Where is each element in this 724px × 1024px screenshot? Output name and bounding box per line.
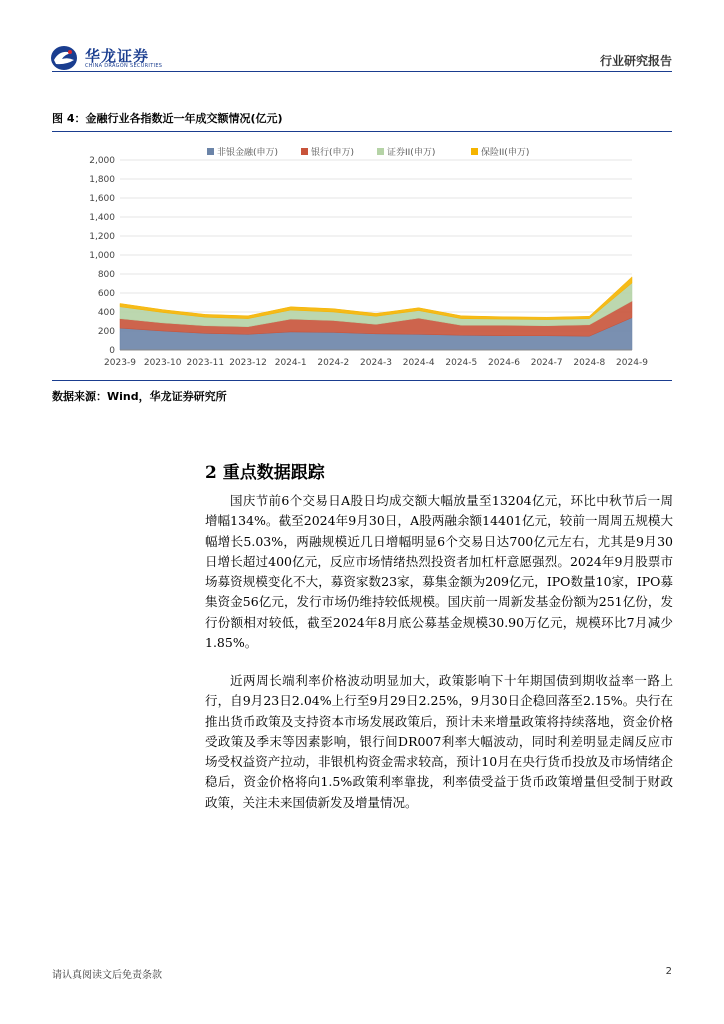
x-tick-label: 2023-12 xyxy=(229,358,267,368)
y-tick-label: 1,400 xyxy=(89,213,115,223)
legend-swatch xyxy=(377,148,384,155)
y-tick-label: 1,200 xyxy=(89,232,115,242)
footer-disclaimer: 请认真阅读文后免责条款 xyxy=(52,970,162,981)
paragraph-rates: 近两周长端利率价格波动明显加大，政策影响下十年期国债到期收益率一路上行，自9月23日2.04%上行至9月29日2.25%，9月30日企稳回落至2.15%。央行在推出货币政策及支持资本市场发展政策后，预计未来增量政策将持续落地，资金价格受政策及季末等因素影响，银行间DR007利率大幅波动，同时利差明显走阔反应市场受权益资产拉动，非银机构资金需求较高，预计10月在央行货币投放及市场情绪企稳后，资金价格将向1.5%政策利率靠拢，利率债受益于货币政策增量但受制于财政政策，关注未来国债新发及增量情况。 xyxy=(205,673,673,810)
figure-source: 数据来源：Wind，华龙证券研究所 xyxy=(52,390,227,403)
header-divider xyxy=(52,71,672,72)
x-tick-label: 2023-9 xyxy=(104,358,136,368)
figure-top-rule xyxy=(52,131,672,132)
y-tick-label: 1,600 xyxy=(89,194,115,204)
legend-label: 非银金融(申万) xyxy=(217,148,279,158)
y-tick-label: 800 xyxy=(97,270,115,280)
x-tick-label: 2024-9 xyxy=(616,358,648,368)
y-tick-label: 1,800 xyxy=(89,175,115,185)
legend-label: 银行(申万) xyxy=(311,148,355,158)
y-tick-label: 400 xyxy=(97,308,115,318)
brand-name: 华龙证券 xyxy=(85,47,150,65)
x-tick-label: 2024-4 xyxy=(402,358,435,368)
paragraph-market-activity: 国庆节前6个交易日A股日均成交额大幅放量至13204亿元，环比中秋节后一周增幅134%。截至2024年9月30日，A股两融余额14401亿元，较前一周周五规模大幅增长5.03%，两融规模近几日增幅明显6个交易日达700亿元左右，尤其是9月30日增长超过400亿元，反应市场情绪热烈投资者加杠杆意愿强烈。2024年9月股票市场募资规模变化不大，募资家数23家，募集金额为209亿元，IPO数量10家，IPO募集资金56亿元，发行市场仍维持较低规模。国庆前一周新发基金份额为251亿份，发行份额相对较低，截至2024年8月底公募基金规模30.90万亿元，规模环比7月减少1.85%。 xyxy=(205,493,673,651)
legend-label: 保险II(申万) xyxy=(481,148,530,158)
x-tick-label: 2024-3 xyxy=(360,358,392,368)
y-tick-label: 2,000 xyxy=(89,156,115,166)
section-title: 2 重点数据跟踪 xyxy=(205,463,325,483)
legend-swatch xyxy=(207,148,214,155)
legend-swatch xyxy=(301,148,308,155)
brand-subtitle: CHINA DRAGON SECURITIES xyxy=(85,63,163,69)
x-tick-label: 2024-5 xyxy=(445,358,478,368)
turnover-area-chart xyxy=(52,140,672,375)
x-tick-label: 2024-6 xyxy=(488,358,520,368)
x-tick-label: 2024-1 xyxy=(274,358,307,368)
legend-swatch xyxy=(471,148,478,155)
x-tick-label: 2023-10 xyxy=(143,358,182,368)
figure-bottom-rule xyxy=(52,380,672,381)
series-area xyxy=(120,283,632,327)
legend-label: 证券II(申万) xyxy=(387,148,436,158)
report-type: 行业研究报告 xyxy=(599,54,672,68)
series-area xyxy=(120,277,632,320)
x-tick-label: 2024-7 xyxy=(530,358,563,368)
dragon-logo-icon xyxy=(50,45,78,71)
x-tick-label: 2024-2 xyxy=(317,358,350,368)
x-tick-label: 2024-8 xyxy=(573,358,606,368)
page-number: 2 xyxy=(665,966,672,977)
y-tick-label: 1,000 xyxy=(89,251,115,261)
y-tick-label: 200 xyxy=(97,327,115,337)
y-tick-label: 0 xyxy=(109,346,115,356)
page-header xyxy=(0,0,724,72)
y-tick-label: 600 xyxy=(97,289,115,299)
figure-title: 图 4：金融行业各指数近一年成交额情况(亿元) xyxy=(52,112,283,125)
x-tick-label: 2023-11 xyxy=(186,358,225,368)
